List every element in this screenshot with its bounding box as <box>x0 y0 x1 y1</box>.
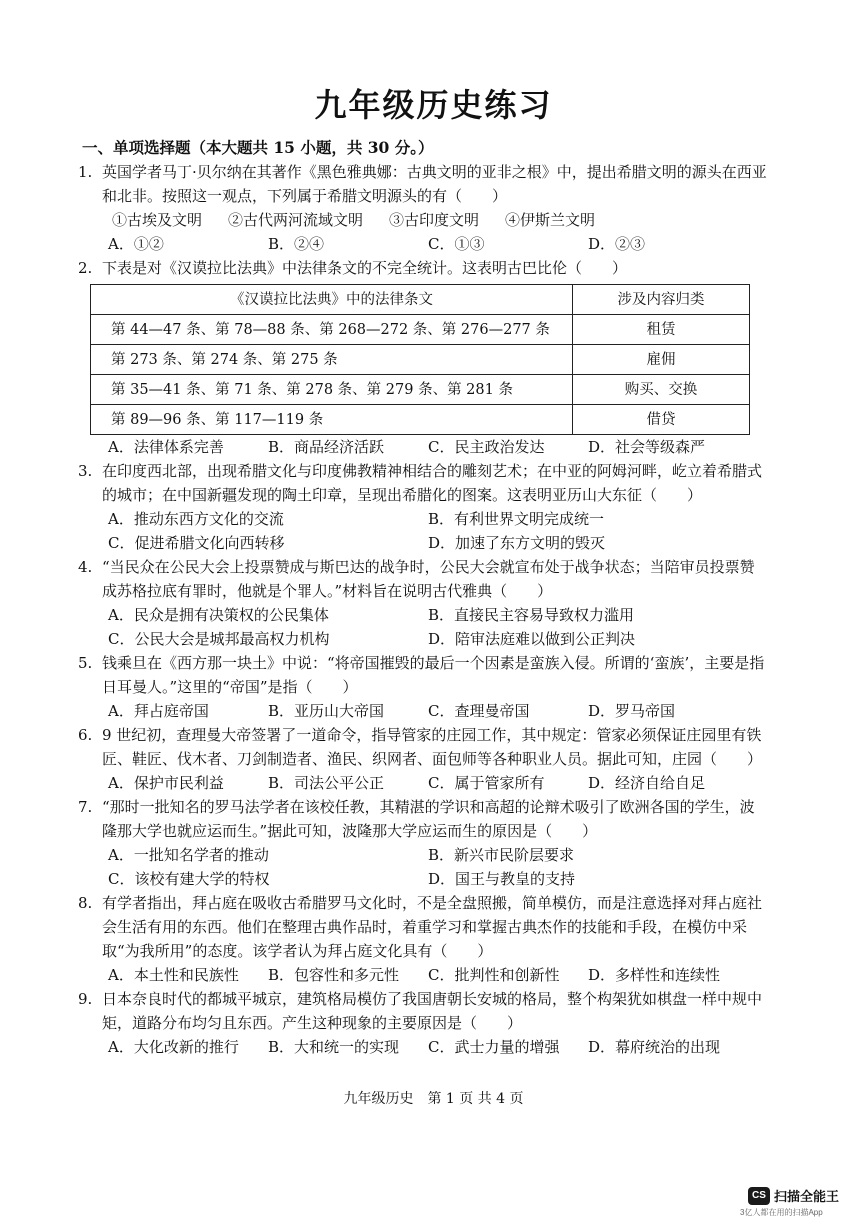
question-stem: “当民众在公民大会上投票赞成与斯巴达的战争时，公民大会就宣布处于战争状态；当陪审员投票赞成苏格拉底有罪时，他就是个罪人。”材料旨在说明古代雅典（ ） <box>102 558 755 600</box>
option-a: A．民众是拥有决策权的公民集体 <box>108 606 329 624</box>
options <box>78 232 768 256</box>
table-cell: 第 89—96 条、第 117—119 条 <box>91 405 573 435</box>
question-stem: 在印度西北部，出现希腊文化与印度佛教精神相结合的雕刻艺术；在中亚的阿姆河畔，屹立着希腊式的城市；在中国新疆发现的陶土印章，呈现出希腊化的图案。这表明亚历山大东征（ ） <box>102 462 763 504</box>
option-b: B．大和统一的实现 <box>268 1038 400 1056</box>
table-row <box>91 375 750 405</box>
option-c: C．①③ <box>428 235 485 253</box>
law-table <box>90 284 750 435</box>
question-stem: “那时一批知名的罗马法学者在该校任教，其精湛的学识和高超的论辩术吸引了欧洲各国的学生，波隆那大学也就应运而生。”据此可知，波隆那大学应运而生的原因是（ ） <box>102 798 755 840</box>
option-d: D．罗马帝国 <box>588 702 676 720</box>
question-6 <box>78 723 768 795</box>
option-a: A．拜占庭帝国 <box>108 702 209 720</box>
option-c: C．公民大会是城邦最高权力机构 <box>108 630 330 648</box>
option-a: A．法律体系完善 <box>108 438 224 456</box>
options <box>78 963 768 987</box>
option-a: A．推动东西方文化的交流 <box>108 510 284 528</box>
page-title: 九年级历史练习 <box>314 86 553 124</box>
table-cell: 雇佣 <box>573 345 750 375</box>
option-c: C．促进希腊文化向西转移 <box>108 534 285 552</box>
option-d: D．加速了东方文明的毁灭 <box>428 534 606 552</box>
question-stem: 下表是对《汉谟拉比法典》中法律条文的不完全统计。这表明古巴比伦（ ） <box>102 259 628 277</box>
table-row <box>91 405 750 435</box>
option-a: A．保护市民利益 <box>108 774 224 792</box>
option-c: C．批判性和创新性 <box>428 966 560 984</box>
option-a: A．①② <box>108 235 164 253</box>
question-5 <box>78 651 768 723</box>
option-c: C．民主政治发达 <box>428 438 545 456</box>
item: ③古印度文明 <box>389 211 480 229</box>
camscanner-logo-icon: CS <box>748 1187 770 1205</box>
question-1 <box>78 160 768 256</box>
option-b: B．直接民主容易导致权力滥用 <box>428 606 635 624</box>
option-c: C．武士力量的增强 <box>428 1038 560 1056</box>
question-number: 7. <box>78 798 93 816</box>
questions <box>78 160 768 1059</box>
page-footer: 九年级历史 第 1 页 共 4 页 <box>343 1091 524 1107</box>
section-heading: 一、单项选择题（本大题共 15 小题，共 30 分。） <box>82 138 434 157</box>
scanner-watermark <box>748 1186 839 1205</box>
options <box>78 843 768 891</box>
table-cell: 租赁 <box>573 315 750 345</box>
table-header-row <box>91 285 750 315</box>
question-number: 6. <box>78 726 93 744</box>
question-7 <box>78 795 768 891</box>
question-stem: 9 世纪初，查理曼大帝签署了一道命令，指导管家的庄园工作，其中规定：管家必须保证庄园里有铁匠、鞋匠、伐木者、刀剑制造者、渔民、织网者、面包师等各种职业人员。据此可知，庄园（ ） <box>102 726 763 768</box>
table-cell: 第 35—41 条、第 71 条、第 278 条、第 279 条、第 281 条 <box>91 375 573 405</box>
question-stem: 钱乘旦在《西方那一块土》中说：“将帝国摧毁的最后一个因素是蛮族入侵。所谓的‘蛮族’，主要是指日耳曼人。”这里的“帝国”是指（ ） <box>102 654 765 696</box>
option-b: B．有利世界文明完成统一 <box>428 510 605 528</box>
option-d: D．幕府统治的出现 <box>588 1038 721 1056</box>
option-d: D．多样性和连续性 <box>588 966 721 984</box>
question-number: 2. <box>78 259 93 277</box>
table-row <box>91 315 750 345</box>
option-c: C．属于管家所有 <box>428 774 545 792</box>
table-row <box>91 345 750 375</box>
option-d: D．②③ <box>588 235 646 253</box>
option-b: B．包容性和多元性 <box>268 966 400 984</box>
option-a: A．本土性和民族性 <box>108 966 239 984</box>
table-cell: 第 273 条、第 274 条、第 275 条 <box>91 345 573 375</box>
option-b: B．司法公平公正 <box>268 774 385 792</box>
option-d: D．国王与教皇的支持 <box>428 870 576 888</box>
question-stem: 英国学者马丁·贝尔纳在其著作《黑色雅典娜：古典文明的亚非之根》中，提出希腊文明的源头在西亚和北非。按照这一观点，下列属于希腊文明源头的有（ ） <box>102 163 767 205</box>
table-header: 涉及内容归类 <box>573 285 750 315</box>
question-number: 5. <box>78 654 93 672</box>
item: ④伊斯兰文明 <box>505 211 596 229</box>
question-stem: 有学者指出，拜占庭在吸收古希腊罗马文化时，不是全盘照搬，简单模仿，而是注意选择对拜占庭社会生活有用的东西。他们在整理古典作品时，着重学习和掌握古典杰作的技能和手段，在模仿中采取“为我所用”的态度。该学者认为拜占庭文化具有（ ） <box>102 894 763 960</box>
option-a: A．大化改新的推行 <box>108 1038 239 1056</box>
option-d: D．经济自给自足 <box>588 774 706 792</box>
question-3 <box>78 459 768 555</box>
item: ①古埃及文明 <box>112 211 203 229</box>
question-number: 9. <box>78 990 93 1008</box>
option-c: C．该校有建大学的特权 <box>108 870 270 888</box>
watermark-name: 扫描全能王 <box>774 1189 840 1204</box>
options <box>78 1035 768 1059</box>
option-d: D．社会等级森严 <box>588 438 706 456</box>
options <box>78 603 768 651</box>
table-cell: 第 44—47 条、第 78—88 条、第 268—272 条、第 276—277 条 <box>91 315 573 345</box>
table-cell: 借贷 <box>573 405 750 435</box>
table-cell: 购买、交换 <box>573 375 750 405</box>
question-4 <box>78 555 768 651</box>
option-b: B．②④ <box>268 235 325 253</box>
question-number: 1. <box>78 163 93 181</box>
option-b: B．亚历山大帝国 <box>268 702 385 720</box>
option-d: D．陪审法庭难以做到公正判决 <box>428 630 636 648</box>
question-number: 3. <box>78 462 93 480</box>
question-stem: 日本奈良时代的都城平城京，建筑格局模仿了我国唐朝长安城的格局，整个构架犹如棋盘一样中规中矩，道路分布均匀且东西。产生这种现象的主要原因是（ ） <box>102 990 763 1032</box>
options <box>78 507 768 555</box>
option-b: B．商品经济活跃 <box>268 438 385 456</box>
question-number: 4. <box>78 558 93 576</box>
options <box>78 699 768 723</box>
question-number: 8. <box>78 894 93 912</box>
options <box>78 435 768 459</box>
watermark-tagline: 3亿人都在用的扫描App <box>740 1208 823 1217</box>
table-header: 《汉谟拉比法典》中的法律条文 <box>91 285 573 315</box>
question-2 <box>78 256 768 459</box>
option-c: C．查理曼帝国 <box>428 702 530 720</box>
option-a: A．一批知名学者的推动 <box>108 846 269 864</box>
options <box>78 771 768 795</box>
question-8 <box>78 891 768 987</box>
item: ②古代两河流域文明 <box>228 211 364 229</box>
option-b: B．新兴市民阶层要求 <box>428 846 575 864</box>
question-9 <box>78 987 768 1059</box>
question-items <box>78 208 768 232</box>
